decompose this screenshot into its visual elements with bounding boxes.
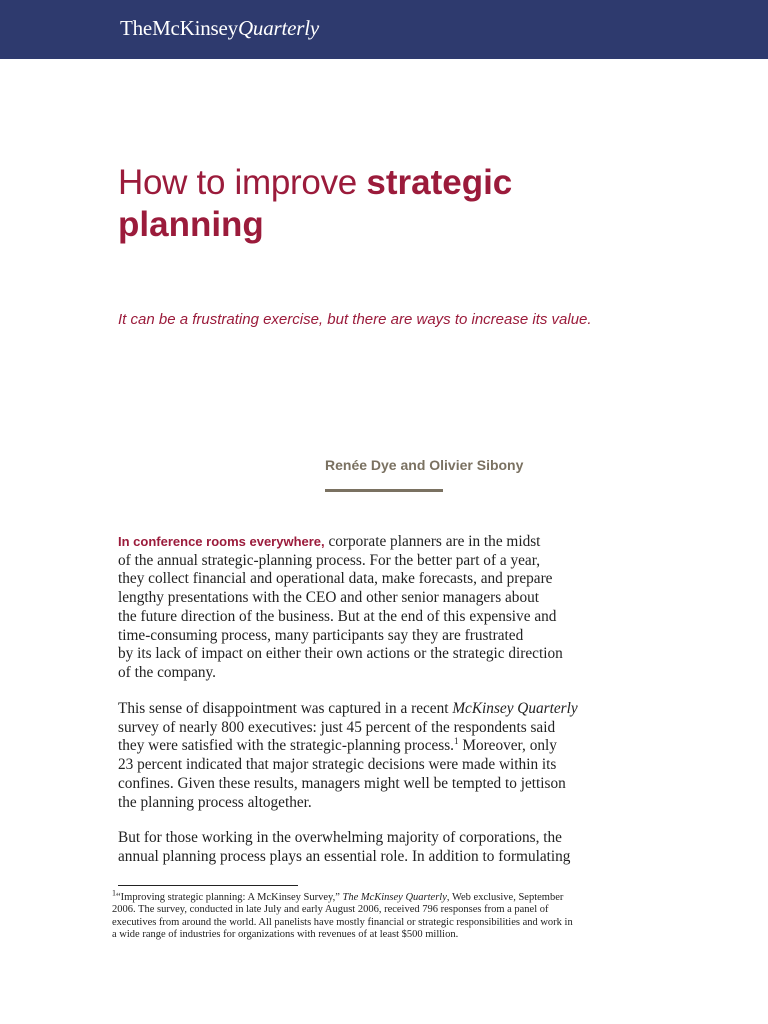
footnote-text: “Improving strategic planning: A McKinsey Survey,” [116, 892, 343, 903]
p1-line: corporate planners are in the midst [324, 533, 541, 550]
footnote [112, 888, 682, 941]
p3-line: annual planning process plays an essential role. In addition to formulating [118, 847, 571, 865]
article-dek: It can be a frustrating exercise, but there are ways to increase its value. [118, 311, 592, 328]
title-light: How to improve [118, 163, 367, 202]
brand-mckinsey: McKinsey [152, 16, 238, 40]
title-bold-1: strategic [366, 163, 513, 202]
footnote-line: executives from around the world. All panelists have mostly financial or strategic responsibilities and work in [112, 916, 573, 928]
title-bold-2: planning [118, 205, 264, 244]
lead-in: In conference rooms everywhere, [118, 534, 325, 549]
p2-line: survey of nearly 800 executives: just 45 percent of the respondents said [118, 718, 556, 736]
footnote-line: 2006. The survey, conducted in late July and early August 2006, received 796 responses from a panel of [112, 904, 549, 916]
p1-line: time-consuming process, many participants say they are frustrated [118, 626, 524, 644]
article-title [118, 162, 698, 246]
p2-line: the planning process altogether. [118, 793, 312, 811]
author-byline: Renée Dye and Olivier Sibony [325, 457, 524, 473]
p2-line: confines. Given these results, managers might well be tempted to jettison [118, 774, 566, 792]
body-paragraph-2 [118, 700, 678, 812]
p2-line: Moreover, only [458, 737, 557, 755]
brand-quarterly: Quarterly [237, 16, 319, 40]
p2-line: This sense of disappointment was captured in a recent [118, 700, 453, 717]
p1-line: they collect financial and operational data, make forecasts, and prepare [118, 570, 553, 588]
p1-line: the future direction of the business. But at the end of this expensive and [118, 607, 557, 625]
brand-the: The [120, 16, 153, 40]
p2-line: 23 percent indicated that major strategic decisions were made within its [118, 756, 557, 774]
p2-line: they were satisfied with the strategic-planning process. [118, 737, 455, 755]
p1-line: of the annual strategic-planning process. For the better part of a year, [118, 551, 541, 569]
body-paragraph-3 [118, 829, 678, 866]
p1-line: of the company. [118, 663, 216, 681]
footnote-publication: The McKinsey Quarterly [342, 892, 447, 903]
footnote-number: 1 [112, 888, 116, 898]
publication-logo [120, 16, 319, 41]
body-paragraph-1 [118, 533, 678, 683]
masthead-bar [0, 0, 768, 59]
p2-publication-name: McKinsey Quarterly [452, 700, 578, 717]
byline-rule [325, 489, 443, 492]
p1-line: lengthy presentations with the CEO and other senior managers about [118, 589, 539, 607]
p3-line: But for those working in the overwhelming majority of corporations, the [118, 829, 562, 846]
footnote-line: a wide range of industries for organizations with revenues of at least $500 million. [112, 928, 459, 940]
footnote-text: , Web exclusive, September [446, 892, 564, 903]
footnote-rule [118, 885, 298, 886]
footnote-reference[interactable]: 1 [454, 736, 459, 747]
p1-line: by its lack of impact on either their own actions or the strategic direction [118, 645, 563, 663]
